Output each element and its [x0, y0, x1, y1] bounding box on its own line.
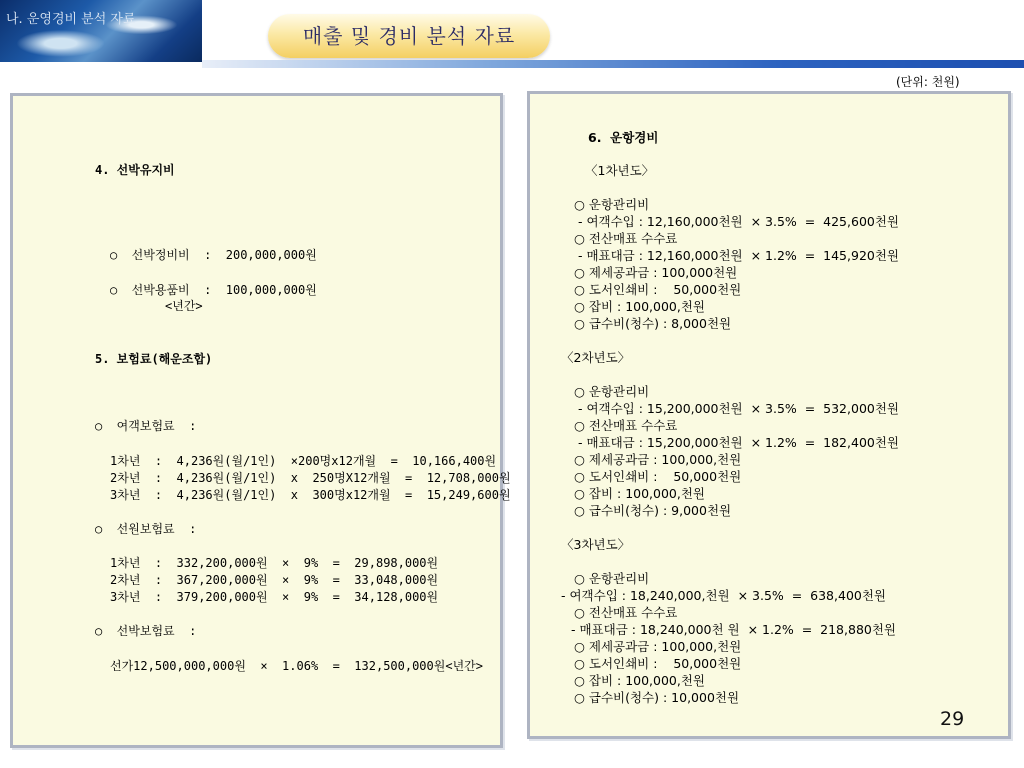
ship-maintenance-cost: ○ 선박정비비 : 200,000,000원	[110, 248, 317, 262]
hull-insurance-line: 선가12,500,000,000원 × 1.06% = 132,500,000원<년간>	[110, 659, 483, 673]
passenger-insurance-title: ○ 여객보험료 :	[95, 419, 197, 433]
year2-line: - 매표대금 : 15,200,000천원 × 1.2% = 182,400천원	[574, 435, 899, 450]
title-banner	[268, 14, 550, 58]
crew-insurance-title: ○ 선원보험료 :	[95, 522, 197, 536]
year1-line: - 매표대금 : 12,160,000천원 × 1.2% = 145,920천원	[574, 248, 899, 263]
header-divider-bar	[202, 60, 1024, 68]
page-number: 29	[940, 708, 965, 730]
year2-line: ○ 전산매표 수수료	[574, 418, 678, 433]
year1-line: ○ 도서인쇄비 : 50,000천원	[574, 282, 742, 297]
hull-insurance-title: ○ 선박보험료 :	[95, 624, 197, 638]
year1-line: ○ 운항관리비	[574, 197, 650, 212]
right-panel	[527, 91, 1011, 739]
annual-note: <년간>	[165, 299, 203, 313]
year2-line: ○ 잡비 : 100,000,천원	[574, 486, 706, 501]
passenger-insurance-year3: 3차년 : 4,236원(월/1인) x 300명x12개월 = 15,249,600원	[110, 488, 511, 502]
year3-line: ○ 도서인쇄비 : 50,000천원	[574, 656, 742, 671]
year1-line: ○ 전산매표 수수료	[574, 231, 678, 246]
passenger-insurance-year2: 2차년 : 4,236원(월/1인) x 250명X12개월 = 12,708,000원	[110, 471, 511, 485]
crew-insurance-year2: 2차년 : 367,200,000원 × 9% = 33,048,000원	[110, 573, 439, 587]
crew-insurance-year1: 1차년 : 332,200,000원 × 9% = 29,898,000원	[110, 556, 439, 570]
passenger-insurance-year1: 1차년 : 4,236원(월/1인) ×200명x12개월 = 10,166,400원	[110, 454, 497, 468]
year2-line: ○ 도서인쇄비 : 50,000천원	[574, 469, 742, 484]
year3-line: ○ 급수비(청수) : 10,000천원	[574, 690, 740, 705]
year3-title: 〈3차년도〉	[561, 537, 631, 552]
year2-line: ○ 제세공과금 : 100,000,천원	[574, 452, 742, 467]
heading-insurance: 5. 보험료(해운조합)	[95, 352, 213, 366]
header-photo	[0, 0, 202, 62]
unit-note: (단위: 천원)	[896, 75, 960, 89]
heading-operating-expenses: 6. 운항경비	[588, 130, 659, 145]
year3-line: ○ 잡비 : 100,000,천원	[574, 673, 706, 688]
year2-title: 〈2차년도〉	[561, 350, 631, 365]
page-title: 매출 및 경비 분석 자료	[302, 24, 516, 48]
year3-line: ○ 전산매표 수수료	[574, 605, 678, 620]
section-caption: 나. 운영경비 분석 자료	[6, 12, 136, 27]
heading-ship-maintenance: 4. 선박유지비	[95, 163, 175, 177]
year3-line: ○ 운항관리비	[574, 571, 650, 586]
year1-line: ○ 급수비(청수) : 8,000천원	[574, 316, 732, 331]
year2-line: ○ 운항관리비	[574, 384, 650, 399]
year1-line: - 여객수입 : 12,160,000천원 × 3.5% = 425,600천원	[574, 214, 899, 229]
left-panel	[10, 93, 511, 748]
year3-line: - 매표대금 : 18,240,000천 원 × 1.2% = 218,880천원	[571, 622, 896, 637]
year2-line: - 여객수입 : 15,200,000천원 × 3.5% = 532,000천원	[574, 401, 899, 416]
year1-line: ○ 제세공과금 : 100,000천원	[574, 265, 738, 280]
ship-supplies-cost: ○ 선박용품비 : 100,000,000원	[110, 283, 317, 297]
year2-line: ○ 급수비(청수) : 9,000천원	[574, 503, 732, 518]
year3-line: - 여객수입 : 18,240,000,천원 × 3.5% = 638,400천원	[561, 588, 886, 603]
year1-line: ○ 잡비 : 100,000,천원	[574, 299, 706, 314]
crew-insurance-year3: 3차년 : 379,200,000원 × 9% = 34,128,000원	[110, 590, 439, 604]
year3-line: ○ 제세공과금 : 100,000,천원	[574, 639, 742, 654]
year1-title: 〈1차년도〉	[585, 163, 655, 178]
